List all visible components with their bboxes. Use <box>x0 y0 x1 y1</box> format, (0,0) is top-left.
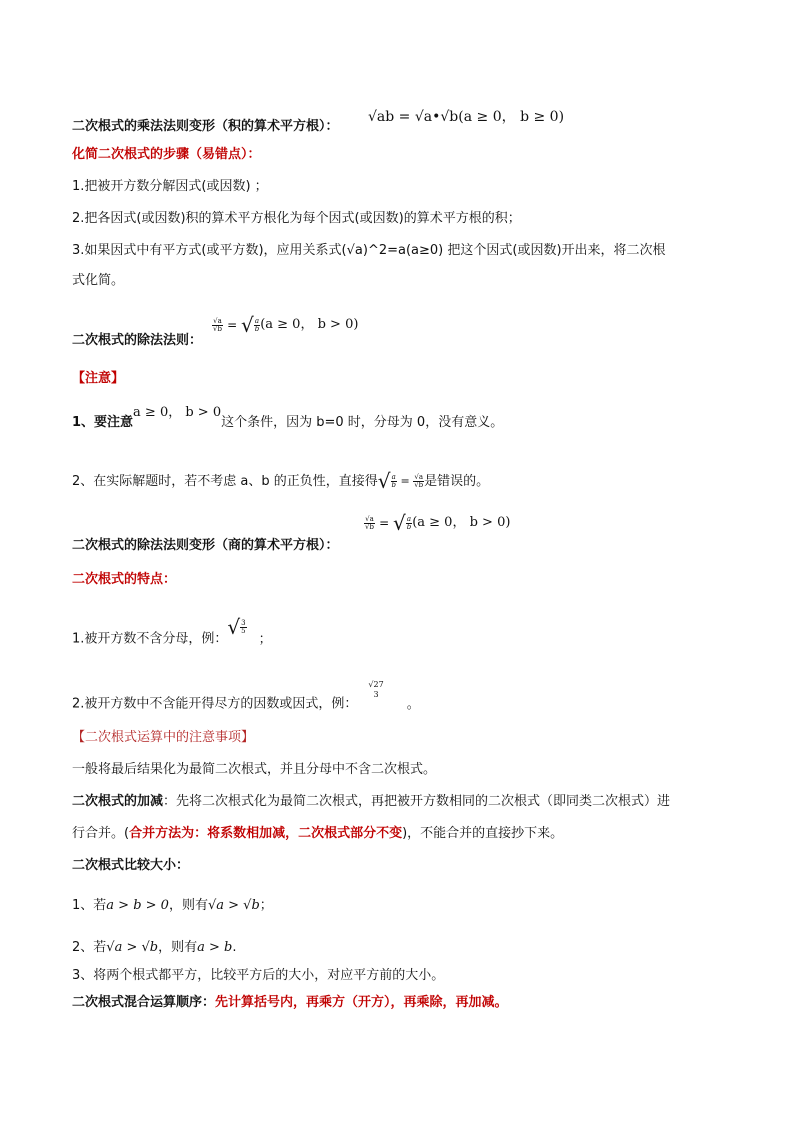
division-rule-formula: $\frac{√a}{√b}$ = √ $\frac{a}{b}$ (a ≥ 0， b > 0) <box>213 313 359 337</box>
note-2 <box>72 469 490 493</box>
quotient-root-cond: (a ≥ 0， b > 0) <box>412 515 511 530</box>
note-2-suffix: 是错误的。 <box>424 473 490 489</box>
note-2-prefix: 2、在实际解题时，若不考虑 a、b 的正负性，直接得 <box>72 473 378 489</box>
feature-2-end: 。 <box>406 696 420 712</box>
addition-rule-line-1 <box>72 793 670 811</box>
compare-1-cond: a > b > 0 <box>106 898 169 913</box>
feature-2-example <box>367 680 384 700</box>
mixed-order-title: 二次根式混合运算顺序： <box>72 995 216 1010</box>
note-1-cond: a ≥ 0， b > 0 <box>133 405 222 420</box>
addition-rule-text-2a: 行合并。( <box>72 826 130 841</box>
addition-rule-text: ：先将二次根式化为最简二次根式，再把被开方数相同的二次根式（即同类二次根式）进 <box>163 794 671 809</box>
step-1: 1.把被开方数分解因式(或因数) ； <box>72 179 268 194</box>
section-title-simplify-steps: 化简二次根式的步骤（易错点）： <box>72 147 261 162</box>
step-2: 2.把各因式(或因数)积的算术平方根化为每个因式(或因数)的算术平方根的积； <box>72 211 521 226</box>
mixed-order <box>72 994 508 1012</box>
feature-1-num: 3 <box>241 618 246 627</box>
addition-method: 合并方法为：将系数相加减，二次根式部分不变 <box>129 826 403 841</box>
compare-2-end: . <box>232 940 237 955</box>
quotient-root-formula: $\frac{√a}{√b}$ = √ $\frac{a}{b}$ (a ≥ 0， b > 0) <box>365 511 511 535</box>
feature-1-end: ； <box>258 631 272 647</box>
compare-1-result: √a > √b <box>207 898 260 913</box>
step-3-line-1: 3.如果因式中有平方式(或平方数)，应用关系式(√a)^2=a(a≥0) 把这个因式(或因数)开出来，将二次根 <box>72 243 666 258</box>
feature-1-example: √ $\frac{3}{5}$ <box>227 615 246 639</box>
compare-2-cond: √a > √b <box>106 940 159 955</box>
feature-2-num: √27 <box>368 680 384 689</box>
note-1-suffix: 这个条件，因为 b=0 时，分母为 0，没有意义。 <box>221 415 504 430</box>
note-1-prefix: 1、要注意 <box>72 415 134 430</box>
note-2-formula: √ $\frac{a}{b}$ = $\frac{√a}{√b}$ <box>377 469 424 493</box>
compare-2 <box>72 939 236 957</box>
division-rule-cond: (a ≥ 0， b > 0) <box>260 317 359 332</box>
feature-2-text: 2.被开方数中不含能开得尽方的因数或因式，例： <box>72 696 358 712</box>
section-title-division-rule: 二次根式的除法法则： <box>72 333 203 348</box>
feature-2-den: 3 <box>373 690 379 699</box>
feature-1-den: 5 <box>241 626 246 635</box>
section-title-quotient-root: 二次根式的除法法则变形（商的算术平方根）： <box>72 538 339 553</box>
section-title-compare: 二次根式比较大小： <box>72 858 190 873</box>
compare-3: 3、将两个根式都平方，比较平方后的大小，对应平方前的大小。 <box>72 968 445 983</box>
compare-1-prefix: 1、若 <box>72 898 107 913</box>
section-title-product-rule: 二次根式的乘法法则变形（积的算术平方根）： <box>72 119 339 134</box>
addition-rule-title: 二次根式的加减 <box>72 794 164 809</box>
ops-line-1: 一般将最后结果化为最简二次根式，并且分母中不含二次根式。 <box>72 762 437 777</box>
compare-2-prefix: 2、若 <box>72 940 107 955</box>
compare-2-result: a > b <box>197 940 233 955</box>
compare-1-end: ； <box>259 898 273 913</box>
section-title-features: 二次根式的特点： <box>72 572 177 587</box>
note-title: 【注意】 <box>72 371 125 386</box>
addition-rule-text-2b: )，不能合并的直接抄下来。 <box>402 826 564 841</box>
compare-1-mid: ，则有 <box>168 898 208 913</box>
product-rule-formula: √ab = √a•√b(a ≥ 0， b ≥ 0) <box>368 109 565 125</box>
compare-1 <box>72 897 273 915</box>
feature-2 <box>72 680 420 714</box>
ops-title: 【二次根式运算中的注意事项】 <box>72 730 255 745</box>
note-1 <box>72 405 504 432</box>
step-3-line-2: 式化简。 <box>72 273 125 288</box>
compare-2-mid: ，则有 <box>158 940 198 955</box>
mixed-order-text: 先计算括号内，再乘方（开方），再乘除，再加减。 <box>215 995 508 1010</box>
feature-1-text: 1.被开方数不含分母，例： <box>72 631 228 647</box>
addition-rule-line-2 <box>72 825 563 843</box>
feature-1 <box>72 615 272 649</box>
